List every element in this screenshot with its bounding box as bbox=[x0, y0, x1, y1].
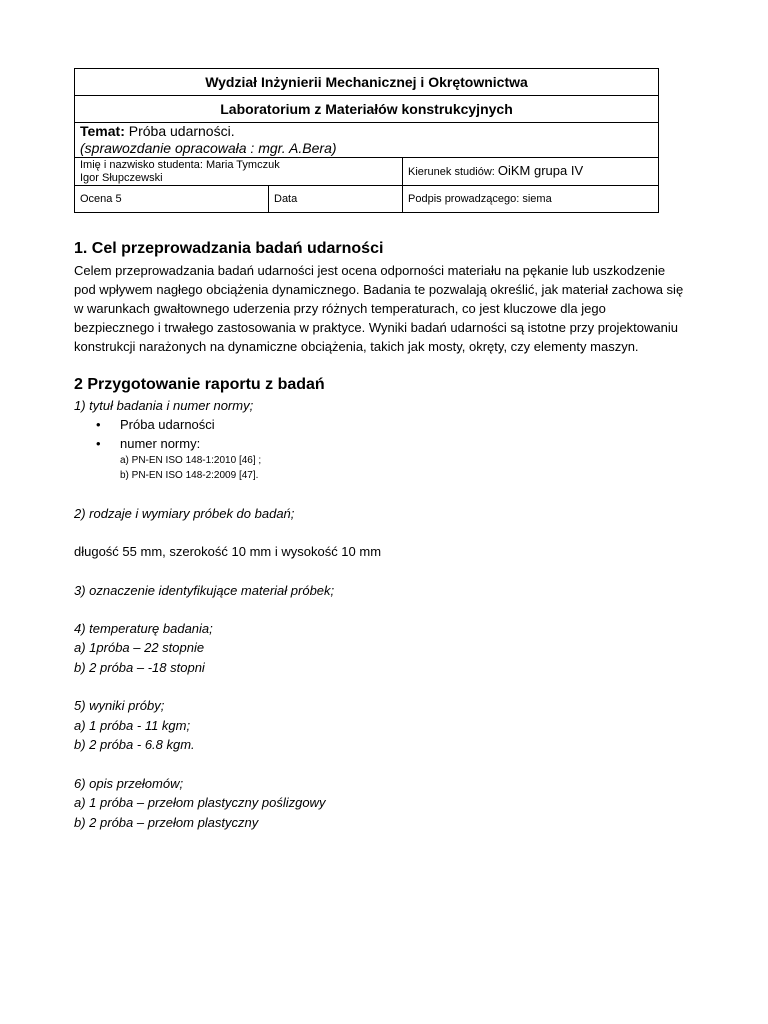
bullet-list-item bbox=[96, 416, 215, 434]
student-cell bbox=[75, 158, 403, 186]
norm-a: a) PN-EN ISO 148-1:2010 [46] ; bbox=[120, 455, 262, 466]
result-a: a) 1 próba - 11 kgm; bbox=[74, 718, 191, 733]
section1-heading: 1. Cel przeprowadzania badań udarności bbox=[74, 240, 384, 257]
header-table bbox=[74, 68, 659, 213]
bullet-icon: • bbox=[96, 417, 101, 432]
bullet-text: numer normy: bbox=[120, 436, 201, 451]
bullet-icon: • bbox=[96, 436, 101, 451]
date-cell: Data bbox=[269, 186, 403, 213]
item-marking: 3) oznaczenie identyfikujące materiał próbek; bbox=[74, 583, 335, 598]
item-title-norm: 1) tytuł badania i numer normy; bbox=[74, 398, 254, 413]
topic-value: Próba udarności. bbox=[124, 123, 235, 139]
lab-name: Laboratorium z Materiałów konstrukcyjnych bbox=[75, 96, 659, 123]
signature-cell: Podpis prowadzącego: siema bbox=[403, 186, 659, 213]
field-label: Kierunek studiów: bbox=[408, 166, 498, 178]
temperature-b: b) 2 próba – -18 stopni bbox=[74, 660, 205, 675]
result-b: b) 2 próba - 6.8 kgm. bbox=[74, 737, 195, 752]
temperature-a: a) 1próba – 22 stopnie bbox=[74, 640, 205, 655]
student-second-name: Igor Słupczewski bbox=[80, 171, 163, 184]
norm-b: b) PN-EN ISO 148-2:2009 [47]. bbox=[120, 470, 259, 481]
student-name-label: Imię i nazwisko studenta: Maria Tymczuk bbox=[80, 158, 280, 171]
topic-cell bbox=[75, 123, 659, 158]
bullet-text: Próba udarności bbox=[120, 417, 215, 432]
field-value: OiKM grupa IV bbox=[497, 163, 584, 178]
item-temperature: 4) temperaturę badania; bbox=[74, 621, 213, 636]
grade-cell: Ocena 5 bbox=[75, 186, 269, 213]
item-samples: 2) rodzaje i wymiary próbek do badań; bbox=[74, 506, 295, 521]
section1-paragraph: Celem przeprowadzania badań udarności jest ocena odporności materiału na pękanie lub uszkodzenie pod wpływem nagłego obciążenia dynamicznego. Badania te pozwalają określić, jak materiał zachowa się w warunkach gwałtownego uderzenia przy różnych temperaturach, co jest kluczowe dla jego bezpiecznego i trwałego zastosowania w praktyce. Wyniki badań udarności są istotne przy projektowaniu konstrukcji narażonych na dynamiczne obciążenia, takich jak mosty, okręty, czy elementy maszyn. bbox=[74, 263, 684, 354]
fracture-b: b) 2 próba – przełom plastyczny bbox=[74, 815, 259, 830]
topic-label: Temat: bbox=[80, 123, 125, 139]
sample-dimensions: długość 55 mm, szerokość 10 mm i wysokość 10 mm bbox=[74, 544, 382, 559]
topic-line bbox=[80, 123, 653, 140]
item-fractures: 6) opis przełomów; bbox=[74, 776, 184, 791]
bullet-list-item bbox=[96, 435, 200, 453]
fracture-a: a) 1 próba – przełom plastyczny poślizgowy bbox=[74, 795, 326, 810]
field-of-study-cell bbox=[403, 158, 659, 186]
faculty-name: Wydział Inżynierii Mechanicznej i Okrętownictwa bbox=[75, 69, 659, 96]
prepared-by: (sprawozdanie opracowała : mgr. A.Bera) bbox=[80, 140, 337, 156]
item-results: 5) wyniki próby; bbox=[74, 698, 165, 713]
section2-heading: 2 Przygotowanie raportu z badań bbox=[74, 376, 325, 393]
